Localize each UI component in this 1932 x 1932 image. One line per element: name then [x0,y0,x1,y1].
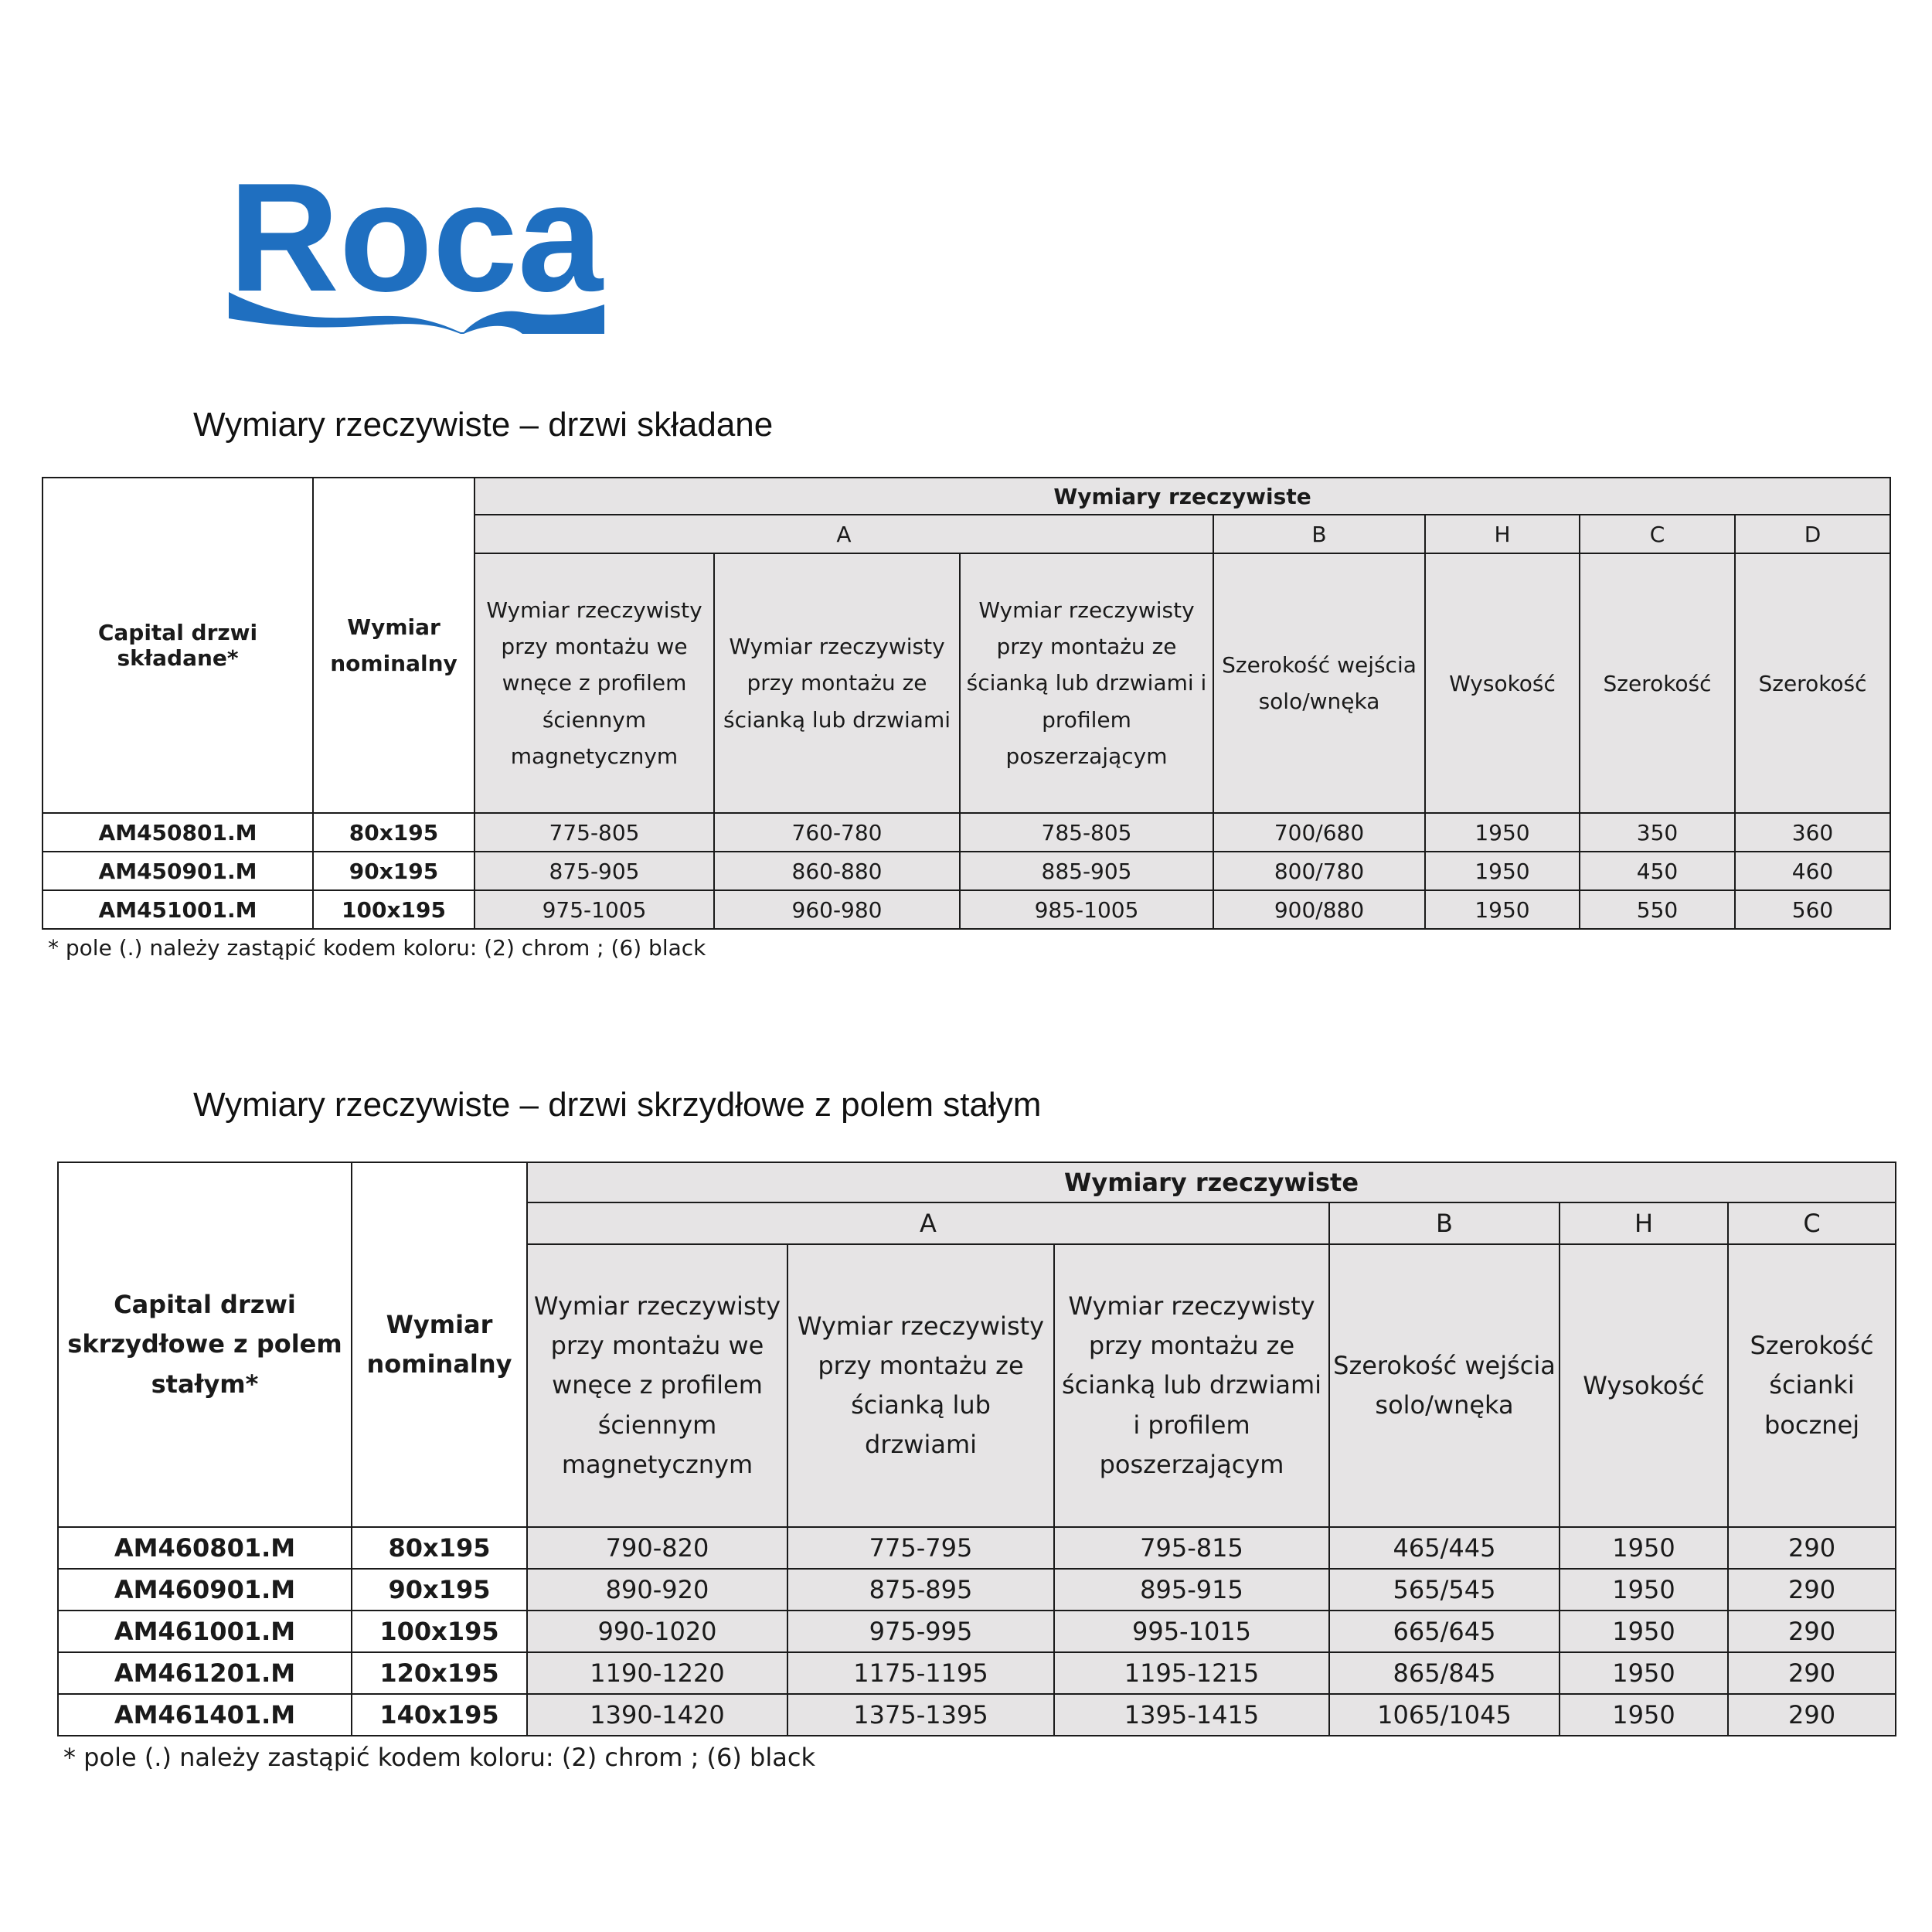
nominal-size-cell: 80x195 [352,1527,527,1569]
section-title-folding-doors: Wymiary rzeczywiste – drzwi składane [193,406,774,444]
dimension-cell: 875-895 [787,1569,1054,1611]
dimension-cell: 465/445 [1329,1527,1560,1569]
dimension-cell: 865/845 [1329,1652,1560,1694]
table-row [58,1652,1896,1694]
dimension-cell: 360 [1735,813,1890,852]
product-code-cell: AM460901.M [58,1569,352,1611]
header-letter-h: H [1425,515,1580,553]
subheader: Szerokość ścianki bocznej [1728,1244,1896,1527]
subheader: Szerokość [1580,553,1735,813]
folding-doors-rows [43,813,1890,929]
footnote: * pole (.) należy zastąpić kodem koloru: (2) chrom ; (6) black [48,935,706,961]
subheader: Wymiar rzeczywisty przy montażu we wnęce z profilem ściennym magnetycznym [474,553,714,813]
dimension-cell: 785-805 [960,813,1213,852]
dimension-cell: 990-1020 [527,1611,787,1652]
dimension-cell: 290 [1728,1694,1896,1736]
dimension-cell: 290 [1728,1569,1896,1611]
hinged-doors-rows [58,1527,1896,1736]
header-letter-h: H [1560,1202,1728,1244]
product-code-cell: AM461201.M [58,1652,352,1694]
header-product: Capital drzwi składane* [43,478,313,813]
product-code-cell: AM461001.M [58,1611,352,1652]
dimension-cell: 550 [1580,890,1735,929]
dimension-cell: 665/645 [1329,1611,1560,1652]
dimension-cell: 290 [1728,1652,1896,1694]
product-code-cell: AM460801.M [58,1527,352,1569]
dimension-cell: 1390-1420 [527,1694,787,1736]
dimension-cell: 1950 [1560,1652,1728,1694]
header-letter-d: D [1735,515,1890,553]
header-letter-c: C [1728,1202,1896,1244]
dimension-cell: 985-1005 [960,890,1213,929]
dimension-cell: 885-905 [960,852,1213,890]
dimension-cell: 700/680 [1213,813,1425,852]
subheader: Wymiar rzeczywisty przy montażu ze ścianką lub drzwiami i profilem poszerzającym [960,553,1213,813]
nominal-size-cell: 140x195 [352,1694,527,1736]
dimension-cell: 1950 [1560,1611,1728,1652]
hinged-doors-table [57,1162,1896,1736]
table-row [43,890,1890,929]
dimension-cell: 1065/1045 [1329,1694,1560,1736]
nominal-size-cell: 90x195 [352,1569,527,1611]
table-row [58,1569,1896,1611]
dimension-cell: 900/880 [1213,890,1425,929]
dimension-cell: 790-820 [527,1527,787,1569]
dimension-cell: 800/780 [1213,852,1425,890]
dimension-cell: 760-780 [714,813,960,852]
header-letter-b: B [1329,1202,1560,1244]
dimension-cell: 1375-1395 [787,1694,1054,1736]
header-letter-a: A [474,515,1213,553]
nominal-size-cell: 100x195 [352,1611,527,1652]
header-letter-b: B [1213,515,1425,553]
dimension-cell: 875-905 [474,852,714,890]
dimension-cell: 1190-1220 [527,1652,787,1694]
nominal-size-cell: 100x195 [313,890,474,929]
subheader: Wysokość [1425,553,1580,813]
dimension-cell: 890-920 [527,1569,787,1611]
dimension-cell: 975-1005 [474,890,714,929]
subheader: Szerokość wejścia solo/wnęka [1329,1244,1560,1527]
nominal-size-cell: 80x195 [313,813,474,852]
dimension-cell: 975-995 [787,1611,1054,1652]
dimension-cell: 775-795 [787,1527,1054,1569]
dimension-cell: 1950 [1425,852,1580,890]
header-group: Wymiary rzeczywiste [527,1162,1896,1202]
dimension-cell: 290 [1728,1527,1896,1569]
folding-doors-table [42,477,1891,930]
subheader: Wysokość [1560,1244,1728,1527]
subheader: Wymiar rzeczywisty przy montażu ze ścianką lub drzwiami i profilem poszerzającym [1054,1244,1329,1527]
dimension-cell: 1950 [1560,1694,1728,1736]
header-group: Wymiary rzeczywiste [474,478,1890,515]
dimension-cell: 460 [1735,852,1890,890]
dimension-cell: 1950 [1425,890,1580,929]
dimension-cell: 775-805 [474,813,714,852]
dimension-cell: 1195-1215 [1054,1652,1329,1694]
table-row [58,1694,1896,1736]
header-letter-a: A [527,1202,1329,1244]
dimension-cell: 290 [1728,1611,1896,1652]
dimension-cell: 565/545 [1329,1569,1560,1611]
header-nominal: Wymiar nominalny [352,1162,527,1527]
product-code-cell: AM450801.M [43,813,313,852]
subheader: Szerokość wejścia solo/wnęka [1213,553,1425,813]
dimension-cell: 860-880 [714,852,960,890]
dimension-cell: 350 [1580,813,1735,852]
dimension-cell: 1950 [1425,813,1580,852]
dimension-cell: 1175-1195 [787,1652,1054,1694]
table-row [43,852,1890,890]
product-code-cell: AM461401.M [58,1694,352,1736]
nominal-size-cell: 90x195 [313,852,474,890]
section-title-hinged-doors: Wymiary rzeczywiste – drzwi skrzydłowe z polem stałym [193,1086,1042,1124]
subheader: Szerokość [1735,553,1890,813]
header-nominal: Wymiar nominalny [313,478,474,813]
dimension-cell: 450 [1580,852,1735,890]
header-letter-c: C [1580,515,1735,553]
product-code-cell: AM451001.M [43,890,313,929]
table-row [43,813,1890,852]
dimension-cell: 560 [1735,890,1890,929]
dimension-cell: 960-980 [714,890,960,929]
subheader: Wymiar rzeczywisty przy montażu ze ścianką lub drzwiami [787,1244,1054,1527]
subheader: Wymiar rzeczywisty przy montażu ze ścianką lub drzwiami [714,553,960,813]
product-code-cell: AM450901.M [43,852,313,890]
dimension-cell: 795-815 [1054,1527,1329,1569]
dimension-cell: 995-1015 [1054,1611,1329,1652]
dimension-cell: 1950 [1560,1527,1728,1569]
subheader: Wymiar rzeczywisty przy montażu we wnęce z profilem ściennym magnetycznym [527,1244,787,1527]
dimension-cell: 1395-1415 [1054,1694,1329,1736]
dimension-cell: 1950 [1560,1569,1728,1611]
table-row [58,1611,1896,1652]
nominal-size-cell: 120x195 [352,1652,527,1694]
dimension-cell: 895-915 [1054,1569,1329,1611]
footnote: * pole (.) należy zastąpić kodem koloru: (2) chrom ; (6) black [63,1743,815,1772]
header-product: Capital drzwi skrzydłowe z polem stałym* [58,1162,352,1527]
roca-logo [229,175,604,334]
svg-text:Roca: Roca [229,175,604,324]
table-row [58,1527,1896,1569]
